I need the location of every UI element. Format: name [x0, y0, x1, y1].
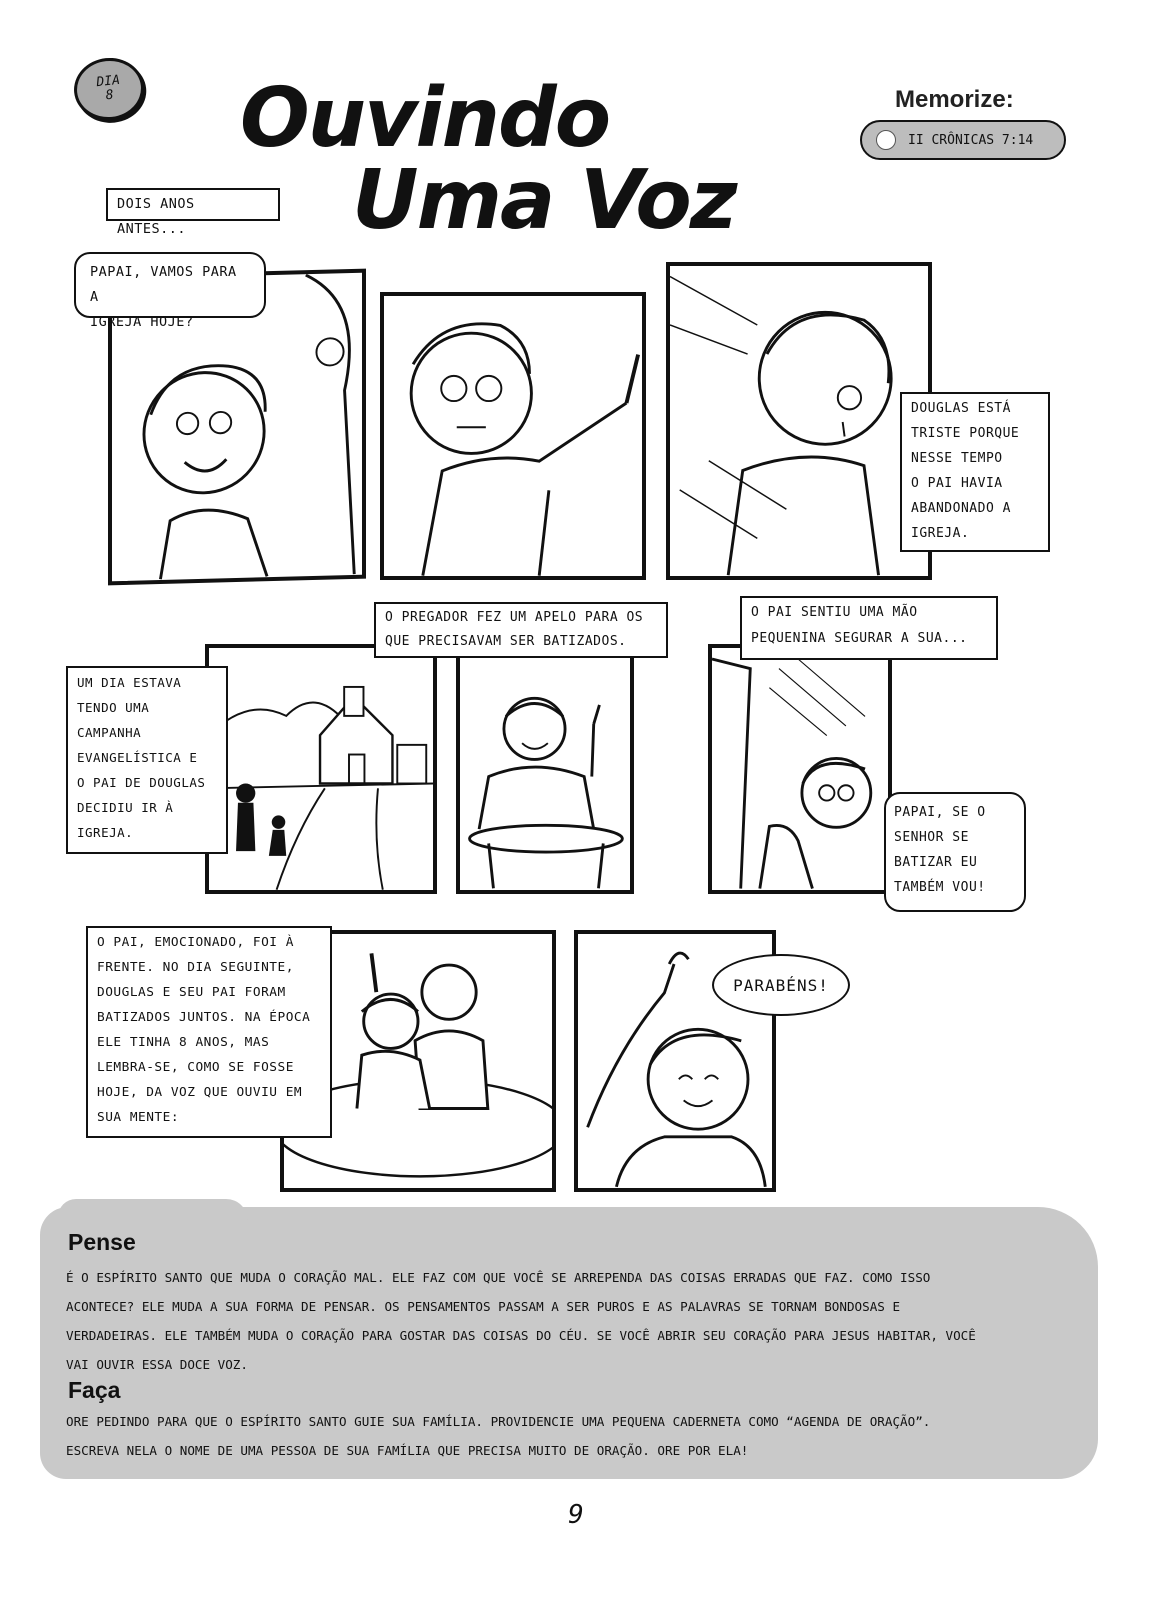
faca-line: ORE PEDINDO PARA QUE O ESPÍRITO SANTO GUIE SUA FAMÍLIA. PROVIDENCIE UMA PEQUENA CADERNETA COMO “AGENDA DE ORAÇÃO”. [66, 1414, 931, 1429]
bubble-congrats [712, 954, 850, 1016]
caption-line: LEMBRA-SE, COMO SE FOSSE [97, 1060, 294, 1075]
day-badge-number: 8 [104, 87, 115, 104]
bubble-line: SENHOR SE [894, 830, 969, 845]
caption-line: DOUGLAS E SEU PAI FORAM [97, 985, 286, 1000]
caption-line: TENDO UMA [77, 700, 150, 715]
caption-line: HOJE, DA VOZ QUE OUVIU EM [97, 1085, 303, 1100]
faca-text [66, 1407, 1086, 1465]
pense-line: É O ESPÍRITO SANTO QUE MUDA O CORAÇÃO MAL. ELE FAZ COM QUE VOCÊ SE ARREPENDA DAS COISAS ERRADAS QUE FAZ. COMO ISSO [66, 1270, 931, 1285]
caption-line: O PREGADOR FEZ UM APELO PARA OS [385, 610, 644, 625]
pense-title: Pense [68, 1229, 136, 1255]
caption-line: BATIZADOS JUNTOS. NA ÉPOCA [97, 1010, 311, 1025]
caption-line: ELE TINHA 8 ANOS, MAS [97, 1035, 270, 1050]
caption-line: IGREJA. [77, 825, 134, 840]
panel-church [205, 644, 437, 894]
caption-line: DECIDIU IR À [77, 800, 174, 815]
caption-line: TRISTE PORQUE [911, 426, 1020, 441]
pense-line: VAI OUVIR ESSA DOCE VOZ. [66, 1357, 248, 1372]
bubble-line: TAMBÉM VOU! [894, 880, 986, 895]
caption-line: IGREJA. [911, 526, 970, 541]
day-badge-label: DIA [95, 72, 121, 91]
panel-father-refuses [380, 292, 646, 580]
bubble-congrats-text: PARABÉNS! [733, 975, 829, 995]
church-walkway-drawing [209, 648, 433, 890]
caption-time-text: DOIS ANOS ANTES... [117, 196, 195, 237]
panel-small-hand [708, 644, 892, 894]
panel-douglas-sad [666, 262, 932, 580]
caption-line: O PAI SENTIU UMA MÃO [751, 605, 918, 620]
faca-line: ESCREVA NELA O NOME DE UMA PESSOA DE SUA FAMÍLIA QUE PRECISA MUITO DE ORAÇÃO. ORE POR ELA! [66, 1443, 749, 1458]
caption-line: SUA MENTE: [97, 1110, 180, 1125]
reflection-box [40, 1207, 1098, 1479]
caption-campaign [66, 666, 228, 854]
caption-baptism [86, 926, 332, 1138]
bubble-line: PAPAI, VAMOS PARA A [90, 264, 237, 305]
pense-text [66, 1263, 1086, 1379]
day-badge [71, 55, 147, 124]
boy-holds-hand-drawing [712, 648, 888, 890]
caption-line: O PAI HAVIA [911, 476, 1003, 491]
boy-crying-drawing [670, 266, 928, 576]
caption-line: PEQUENINA SEGURAR A SUA... [751, 631, 968, 646]
page-title-line-1: Ouvindo [240, 71, 610, 166]
caption-line: DOUGLAS ESTÁ [911, 401, 1011, 416]
caption-line: ABANDONADO A [911, 501, 1011, 516]
caption-douglas-sad [900, 392, 1050, 552]
memorize-reference: II CRÔNICAS 7:14 [908, 132, 1034, 148]
caption-line: O PAI, EMOCIONADO, FOI À [97, 935, 294, 950]
caption-line: QUE PRECISAVAM SER BATIZADOS. [385, 634, 627, 649]
caption-time [106, 188, 280, 237]
page-number: 9 [568, 1500, 584, 1530]
bubble-church-question [74, 252, 266, 330]
caption-line: EVANGELÍSTICA E [77, 750, 198, 765]
caption-small-hand [740, 596, 998, 660]
caption-line: FRENTE. NO DIA SEGUINTE, [97, 960, 294, 975]
bubble-line: IGREJA HOJE? [90, 314, 194, 330]
bubble-line: PAPAI, SE O [894, 805, 986, 820]
faca-title: Faça [68, 1377, 121, 1403]
bullet-icon [876, 130, 896, 150]
caption-line: NESSE TEMPO [911, 451, 1003, 466]
preacher-pulpit-drawing [460, 646, 630, 890]
caption-line: O PAI DE DOUGLAS [77, 775, 206, 790]
page-title-line-2: Uma Voz [352, 153, 736, 248]
pense-line: VERDADEIRAS. ELE TAMBÉM MUDA O CORAÇÃO PARA GOSTAR DAS COISAS DO CÉU. SE VOCÊ ABRIR SEU CORAÇÃO PARA JESUS HABITAR, VOCÊ [66, 1328, 976, 1343]
memorize-pill [860, 120, 1066, 160]
bubble-if-baptized [884, 792, 1026, 912]
caption-line: CAMPANHA [77, 725, 142, 740]
memorize-label: Memorize: [895, 86, 1014, 113]
father-gesture-drawing [384, 296, 642, 576]
bubble-line: BATIZAR EU [894, 855, 978, 870]
pense-line: ACONTECE? ELE MUDA A SUA FORMA DE PENSAR. OS PENSAMENTOS PASSAM A SER PUROS E AS PALAVRAS SE TORNAM BONDOSAS E [66, 1299, 901, 1314]
panel-preacher [456, 642, 634, 894]
caption-line: UM DIA ESTAVA [77, 675, 182, 690]
caption-preacher [374, 602, 668, 658]
